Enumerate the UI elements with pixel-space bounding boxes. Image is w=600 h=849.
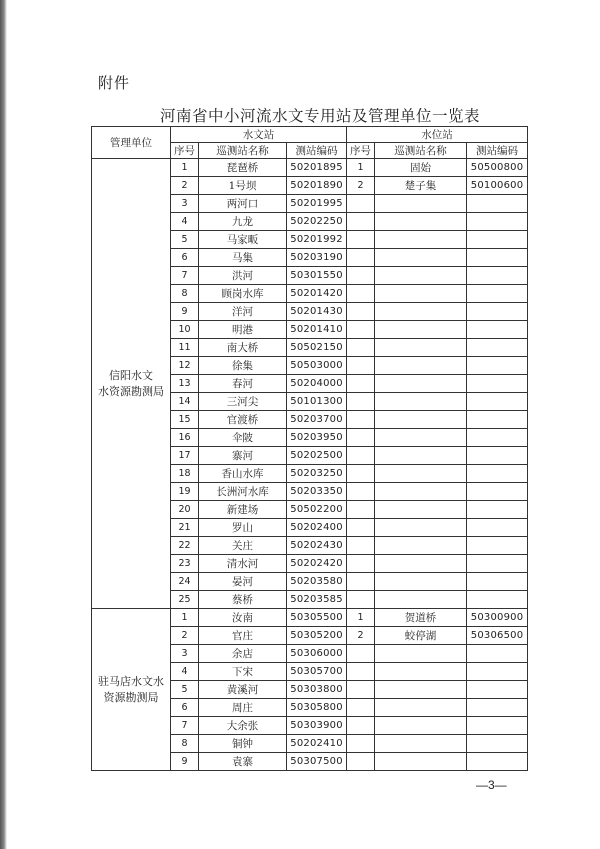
level-code-cell	[467, 285, 528, 303]
level-name-cell	[375, 735, 467, 753]
level-code-cell	[467, 213, 528, 231]
level-name-cell	[375, 591, 467, 609]
hydro-name-cell: 1号坝	[199, 177, 287, 195]
hydro-code-cell: 50202430	[287, 537, 347, 555]
hydro-name-cell: 下宋	[199, 663, 287, 681]
hydro-code-cell: 50306000	[287, 645, 347, 663]
level-code-cell	[467, 753, 528, 771]
level-seq-cell	[347, 411, 375, 429]
hydro-name-cell: 铜钟	[199, 735, 287, 753]
hydro-name-cell: 明港	[199, 321, 287, 339]
hydro-seq-cell: 9	[171, 753, 199, 771]
level-seq-cell	[347, 645, 375, 663]
level-name-cell	[375, 375, 467, 393]
level-seq-cell	[347, 285, 375, 303]
level-code-cell	[467, 429, 528, 447]
level-code-cell	[467, 591, 528, 609]
hydro-name-cell: 伞陂	[199, 429, 287, 447]
hydro-seq-cell: 13	[171, 375, 199, 393]
level-seq-cell	[347, 501, 375, 519]
hydro-code-cell: 50203350	[287, 483, 347, 501]
level-seq-cell	[347, 213, 375, 231]
level-code-cell	[467, 465, 528, 483]
management-unit-line: 水资源勘测局	[98, 384, 164, 398]
level-seq-cell	[347, 357, 375, 375]
level-seq-cell	[347, 573, 375, 591]
level-seq-cell	[347, 195, 375, 213]
level-seq-cell	[347, 339, 375, 357]
hydro-name-cell: 黄溪河	[199, 681, 287, 699]
hydro-code-cell: 50203700	[287, 411, 347, 429]
hydro-name-cell: 寨河	[199, 447, 287, 465]
level-name-cell	[375, 681, 467, 699]
hydro-code-cell: 50307500	[287, 753, 347, 771]
hydro-name-cell: 罗山	[199, 519, 287, 537]
hydro-code-cell: 50202500	[287, 447, 347, 465]
level-name-cell	[375, 537, 467, 555]
hydro-seq-cell: 7	[171, 717, 199, 735]
hydro-code-cell: 50101300	[287, 393, 347, 411]
level-name-cell: 贺道桥	[375, 609, 467, 627]
level-code-cell	[467, 645, 528, 663]
hydro-name-cell: 三河尖	[199, 393, 287, 411]
hydro-seq-cell: 2	[171, 177, 199, 195]
header-level-code: 测站编码	[467, 143, 528, 159]
level-seq-cell	[347, 483, 375, 501]
document-title: 河南省中小河流水文专用站及管理单位一览表	[159, 107, 480, 125]
management-unit-line: 资源勘测局	[103, 690, 159, 704]
level-code-cell	[467, 267, 528, 285]
hydro-code-cell: 50202400	[287, 519, 347, 537]
hydro-code-cell: 50201890	[287, 177, 347, 195]
level-code-cell	[467, 393, 528, 411]
hydro-seq-cell: 16	[171, 429, 199, 447]
level-seq-cell	[347, 735, 375, 753]
hydro-seq-cell: 22	[171, 537, 199, 555]
level-code-cell	[467, 357, 528, 375]
level-name-cell	[375, 321, 467, 339]
hydro-code-cell: 50301550	[287, 267, 347, 285]
level-code-cell	[467, 663, 528, 681]
level-name-cell: 固始	[375, 159, 467, 177]
level-name-cell	[375, 429, 467, 447]
hydro-code-cell: 50203250	[287, 465, 347, 483]
level-code-cell: 50300900	[467, 609, 528, 627]
header-hydro-seq: 序号	[171, 143, 199, 159]
hydro-seq-cell: 20	[171, 501, 199, 519]
hydro-seq-cell: 25	[171, 591, 199, 609]
hydro-name-cell: 蔡桥	[199, 591, 287, 609]
hydro-name-cell: 新建场	[199, 501, 287, 519]
level-code-cell	[467, 375, 528, 393]
level-name-cell	[375, 411, 467, 429]
hydro-seq-cell: 1	[171, 609, 199, 627]
level-name-cell: 楚子集	[375, 177, 467, 195]
hydro-seq-cell: 6	[171, 699, 199, 717]
header-level-seq: 序号	[347, 143, 375, 159]
hydro-seq-cell: 23	[171, 555, 199, 573]
hydro-code-cell: 50202420	[287, 555, 347, 573]
hydro-seq-cell: 1	[171, 159, 199, 177]
level-code-cell	[467, 483, 528, 501]
level-seq-cell: 2	[347, 627, 375, 645]
hydro-code-cell: 50503000	[287, 357, 347, 375]
level-code-cell	[467, 447, 528, 465]
page-number: —3—	[476, 778, 507, 792]
hydro-code-cell: 50202250	[287, 213, 347, 231]
hydro-code-cell: 50502150	[287, 339, 347, 357]
hydro-seq-cell: 11	[171, 339, 199, 357]
hydro-seq-cell: 24	[171, 573, 199, 591]
level-code-cell	[467, 537, 528, 555]
level-name-cell	[375, 357, 467, 375]
hydro-code-cell: 50202410	[287, 735, 347, 753]
hydro-name-cell: 大余张	[199, 717, 287, 735]
hydro-seq-cell: 2	[171, 627, 199, 645]
level-name-cell	[375, 483, 467, 501]
level-name-cell	[375, 231, 467, 249]
hydro-name-cell: 清水河	[199, 555, 287, 573]
hydro-seq-cell: 6	[171, 249, 199, 267]
hydro-code-cell: 50203580	[287, 573, 347, 591]
header-hydro-name: 巡测站名称	[199, 143, 287, 159]
table-row	[92, 609, 528, 627]
level-code-cell	[467, 555, 528, 573]
level-name-cell	[375, 519, 467, 537]
hydro-name-cell: 琵琶桥	[199, 159, 287, 177]
level-name-cell	[375, 465, 467, 483]
hydro-code-cell: 50303900	[287, 717, 347, 735]
level-name-cell	[375, 267, 467, 285]
hydro-code-cell: 50203950	[287, 429, 347, 447]
level-seq-cell: 1	[347, 609, 375, 627]
level-seq-cell	[347, 591, 375, 609]
hydro-code-cell: 50305500	[287, 609, 347, 627]
level-code-cell	[467, 699, 528, 717]
header-water-level-station: 水位站	[347, 127, 528, 143]
level-code-cell	[467, 339, 528, 357]
hydro-seq-cell: 4	[171, 213, 199, 231]
management-unit-cell	[92, 609, 171, 771]
hydro-seq-cell: 8	[171, 285, 199, 303]
scan-page-edge	[0, 0, 7, 849]
level-code-cell	[467, 321, 528, 339]
level-seq-cell	[347, 393, 375, 411]
level-seq-cell	[347, 321, 375, 339]
level-name-cell	[375, 645, 467, 663]
hydro-seq-cell: 15	[171, 411, 199, 429]
hydro-seq-cell: 3	[171, 645, 199, 663]
level-code-cell: 50306500	[467, 627, 528, 645]
level-name-cell	[375, 717, 467, 735]
hydro-name-cell: 汝南	[199, 609, 287, 627]
level-seq-cell	[347, 375, 375, 393]
hydro-name-cell: 官渡桥	[199, 411, 287, 429]
hydro-code-cell: 50201430	[287, 303, 347, 321]
level-name-cell	[375, 339, 467, 357]
level-name-cell	[375, 699, 467, 717]
level-code-cell	[467, 735, 528, 753]
hydro-name-cell: 马家畈	[199, 231, 287, 249]
hydro-seq-cell: 18	[171, 465, 199, 483]
level-code-cell	[467, 717, 528, 735]
hydro-code-cell: 50203585	[287, 591, 347, 609]
level-seq-cell	[347, 249, 375, 267]
hydro-seq-cell: 9	[171, 303, 199, 321]
hydro-code-cell: 50305700	[287, 663, 347, 681]
level-code-cell	[467, 249, 528, 267]
level-name-cell	[375, 501, 467, 519]
hydro-seq-cell: 19	[171, 483, 199, 501]
header-level-name: 巡测站名称	[375, 143, 467, 159]
level-code-cell	[467, 231, 528, 249]
level-seq-cell	[347, 447, 375, 465]
header-hydrological-station: 水文站	[171, 127, 347, 143]
hydro-code-cell: 50305200	[287, 627, 347, 645]
management-unit-cell	[92, 159, 171, 609]
level-name-cell	[375, 285, 467, 303]
table-row	[92, 159, 528, 177]
level-name-cell	[375, 393, 467, 411]
level-code-cell: 50100600	[467, 177, 528, 195]
hydro-name-cell: 官庄	[199, 627, 287, 645]
hydro-seq-cell: 14	[171, 393, 199, 411]
level-seq-cell	[347, 555, 375, 573]
level-seq-cell: 2	[347, 177, 375, 195]
hydro-seq-cell: 5	[171, 681, 199, 699]
level-seq-cell	[347, 519, 375, 537]
header-hydro-code: 测站编码	[287, 143, 347, 159]
hydro-seq-cell: 10	[171, 321, 199, 339]
hydro-name-cell: 关庄	[199, 537, 287, 555]
hydro-code-cell: 50502200	[287, 501, 347, 519]
hydro-name-cell: 长洲河水库	[199, 483, 287, 501]
hydro-name-cell: 洪河	[199, 267, 287, 285]
hydro-seq-cell: 4	[171, 663, 199, 681]
level-name-cell	[375, 213, 467, 231]
level-seq-cell	[347, 753, 375, 771]
level-seq-cell	[347, 267, 375, 285]
level-code-cell	[467, 501, 528, 519]
hydro-code-cell: 50305800	[287, 699, 347, 717]
level-name-cell	[375, 573, 467, 591]
level-code-cell	[467, 519, 528, 537]
level-seq-cell: 1	[347, 159, 375, 177]
level-name-cell	[375, 195, 467, 213]
level-name-cell	[375, 555, 467, 573]
hydro-name-cell: 袁寨	[199, 753, 287, 771]
hydro-name-cell: 两河口	[199, 195, 287, 213]
hydro-code-cell: 50201895	[287, 159, 347, 177]
level-name-cell: 蛟停湖	[375, 627, 467, 645]
hydro-name-cell: 马集	[199, 249, 287, 267]
level-name-cell	[375, 663, 467, 681]
level-code-cell	[467, 303, 528, 321]
hydro-name-cell: 徐集	[199, 357, 287, 375]
hydro-seq-cell: 5	[171, 231, 199, 249]
level-name-cell	[375, 303, 467, 321]
hydro-name-cell: 春河	[199, 375, 287, 393]
table-body	[92, 159, 528, 771]
hydro-name-cell: 香山水库	[199, 465, 287, 483]
station-table	[91, 126, 528, 771]
level-seq-cell	[347, 537, 375, 555]
hydro-name-cell: 顾岗水库	[199, 285, 287, 303]
level-code-cell	[467, 573, 528, 591]
hydro-name-cell: 余店	[199, 645, 287, 663]
level-seq-cell	[347, 303, 375, 321]
management-unit-line: 信阳水文	[109, 368, 153, 382]
level-seq-cell	[347, 465, 375, 483]
hydro-name-cell: 晏河	[199, 573, 287, 591]
level-name-cell	[375, 249, 467, 267]
level-seq-cell	[347, 717, 375, 735]
hydro-name-cell: 南大桥	[199, 339, 287, 357]
level-seq-cell	[347, 429, 375, 447]
hydro-seq-cell: 7	[171, 267, 199, 285]
level-seq-cell	[347, 699, 375, 717]
header-unit: 管理单位	[92, 127, 171, 159]
attachment-label: 附件	[98, 74, 131, 92]
hydro-name-cell: 周庄	[199, 699, 287, 717]
hydro-seq-cell: 21	[171, 519, 199, 537]
hydro-code-cell: 50203190	[287, 249, 347, 267]
hydro-name-cell: 九龙	[199, 213, 287, 231]
hydro-code-cell: 50204000	[287, 375, 347, 393]
hydro-seq-cell: 12	[171, 357, 199, 375]
hydro-seq-cell: 17	[171, 447, 199, 465]
level-seq-cell	[347, 681, 375, 699]
level-code-cell	[467, 411, 528, 429]
hydro-code-cell: 50303800	[287, 681, 347, 699]
level-code-cell	[467, 681, 528, 699]
hydro-code-cell: 50201420	[287, 285, 347, 303]
management-unit-line: 驻马店水文水	[98, 674, 164, 688]
hydro-name-cell: 洋河	[199, 303, 287, 321]
level-seq-cell	[347, 663, 375, 681]
level-name-cell	[375, 753, 467, 771]
hydro-seq-cell: 3	[171, 195, 199, 213]
hydro-code-cell: 50201410	[287, 321, 347, 339]
hydro-code-cell: 50201992	[287, 231, 347, 249]
level-name-cell	[375, 447, 467, 465]
hydro-seq-cell: 8	[171, 735, 199, 753]
level-code-cell: 50500800	[467, 159, 528, 177]
level-code-cell	[467, 195, 528, 213]
level-seq-cell	[347, 231, 375, 249]
hydro-code-cell: 50201995	[287, 195, 347, 213]
